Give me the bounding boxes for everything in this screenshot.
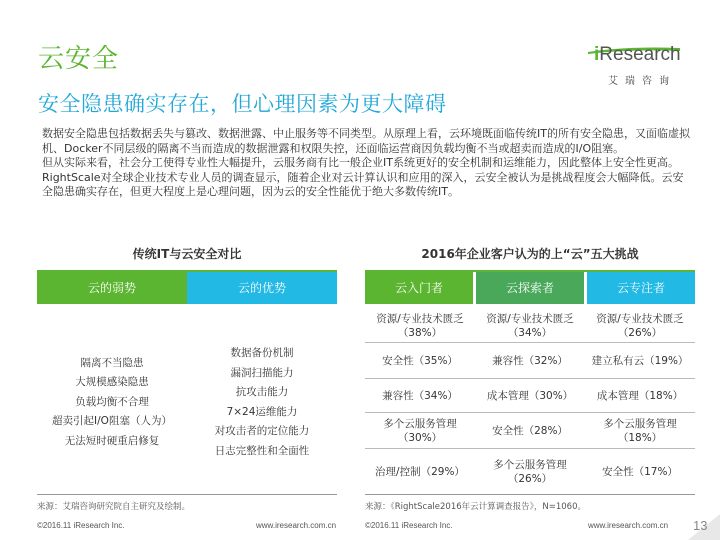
header-explorer: 云探索者 (476, 272, 584, 304)
table-cell: 多个云服务管理 （18%） (603, 417, 677, 444)
table-cell: 资源/专业技术匮乏 （26%） (596, 313, 684, 339)
table-row (365, 379, 695, 413)
footer-copyright-left: ©2016.11 iResearch Inc. (37, 521, 125, 530)
table-row (365, 310, 695, 343)
footer-url-left[interactable]: www.iresearch.com.cn (256, 521, 337, 530)
table-cell: 兼容性（32%） (492, 354, 568, 367)
page-title: 云安全 (38, 44, 120, 74)
header-strong: 云的优势 (187, 272, 337, 304)
list-item: 漏洞扫描能力 (230, 366, 294, 379)
list-item: 隔离不当隐患 (80, 356, 144, 369)
table-cell: 多个云服务管理 （30%） (383, 417, 457, 444)
body-paragraph: RightScale对全球企业技术专业人员的调查显示，随着企业对云计算认识和应用的深入，云安全被认为是挑战程度会大幅降低。云安全隐患确实存在，但更大程度上是心理问题，因为云的安全性能优于绝大多数传统IT。 (42, 170, 684, 199)
left-table-title: 传统IT与云安全对比 (132, 247, 242, 261)
logo (594, 44, 681, 66)
table-cell: 兼容性（34%） (382, 389, 458, 402)
table-cell: 安全性（17%） (602, 465, 678, 478)
list-item: 大规模感染隐患 (75, 376, 149, 389)
list-item: 超卖引起I/O阻塞（人为） (52, 415, 172, 428)
header-focused: 云专注者 (587, 272, 695, 304)
table-cell: 建立私有云（19%） (591, 354, 689, 367)
right-table-title: 2016年企业客户认为的上“云”五大挑战 (421, 247, 639, 261)
page-number: 13 (693, 518, 708, 533)
list-item: 无法短时硬重启修复 (64, 434, 160, 447)
list-item: 数据备份机制 (230, 347, 294, 359)
logo-i: i (594, 44, 600, 65)
table-bottom-line (37, 494, 337, 495)
list-item: 抗攻击能力 (235, 386, 289, 398)
list-item: 7×24运维能力 (226, 405, 298, 418)
list-item: 对攻击者的定位能力 (214, 425, 310, 437)
strong-list (187, 310, 337, 495)
table-header-row (365, 272, 695, 304)
table-row (365, 343, 695, 379)
body-paragraph: 数据安全隐患包括数据丢失与篡改、数据泄露、中止服务等不同类型。从原理上看，云环境既面临传统IT的所有安全隐患，又面临虚拟机、Docker不同层级的隔离不当而造成的数据泄露和权限失控，还面临运营商因负载均衡不当或超卖而造成的I/O阻塞。 (42, 127, 690, 155)
table-cell: 多个云服务管理 （26%） (493, 458, 567, 485)
table-cell: 治理/控制（29%） (375, 465, 465, 478)
footer-copyright-right: ©2016.11 iResearch Inc. (365, 521, 453, 530)
table-cell: 安全性（28%） (492, 424, 568, 437)
table-cell: 资源/专业技术匮乏 （34%） (486, 313, 574, 339)
table-cell: 成本管理（18%） (596, 389, 684, 402)
table-row (365, 413, 695, 449)
header-weak: 云的弱势 (37, 272, 187, 304)
table-cell: 成本管理（30%） (486, 389, 574, 402)
body-paragraph: 但从实际来看，社会分工使得专业性大幅提升，云服务商有比一般企业IT系统更好的安全机制和运维能力，因此整体上安全性更高。 (42, 156, 679, 170)
footer-url-right[interactable]: www.iresearch.com.cn (588, 521, 669, 530)
logo-cn: 艾瑞咨询 (608, 76, 676, 87)
page-subtitle: 安全隐患确实存在，但心理因素为更大障碍 (38, 92, 447, 116)
table-row (365, 449, 695, 495)
list-item: 日志完整性和全面性 (214, 444, 310, 457)
comparison-table (37, 270, 337, 495)
left-source: 来源：艾瑞咨询研究院自主研究及绘制。 (37, 502, 191, 512)
logo-research: Research (599, 44, 681, 65)
table-cell: 资源/专业技术匮乏 （38%） (376, 313, 464, 339)
weak-list (37, 310, 187, 495)
body-text (42, 127, 690, 200)
right-source: 来源：《RightScale2016年云计算调查报告》，N=1060。 (365, 502, 586, 512)
list-item: 负载均衡不合理 (75, 395, 149, 408)
table-cell: 安全性（35%） (382, 354, 458, 367)
header-beginner: 云入门者 (365, 272, 473, 304)
